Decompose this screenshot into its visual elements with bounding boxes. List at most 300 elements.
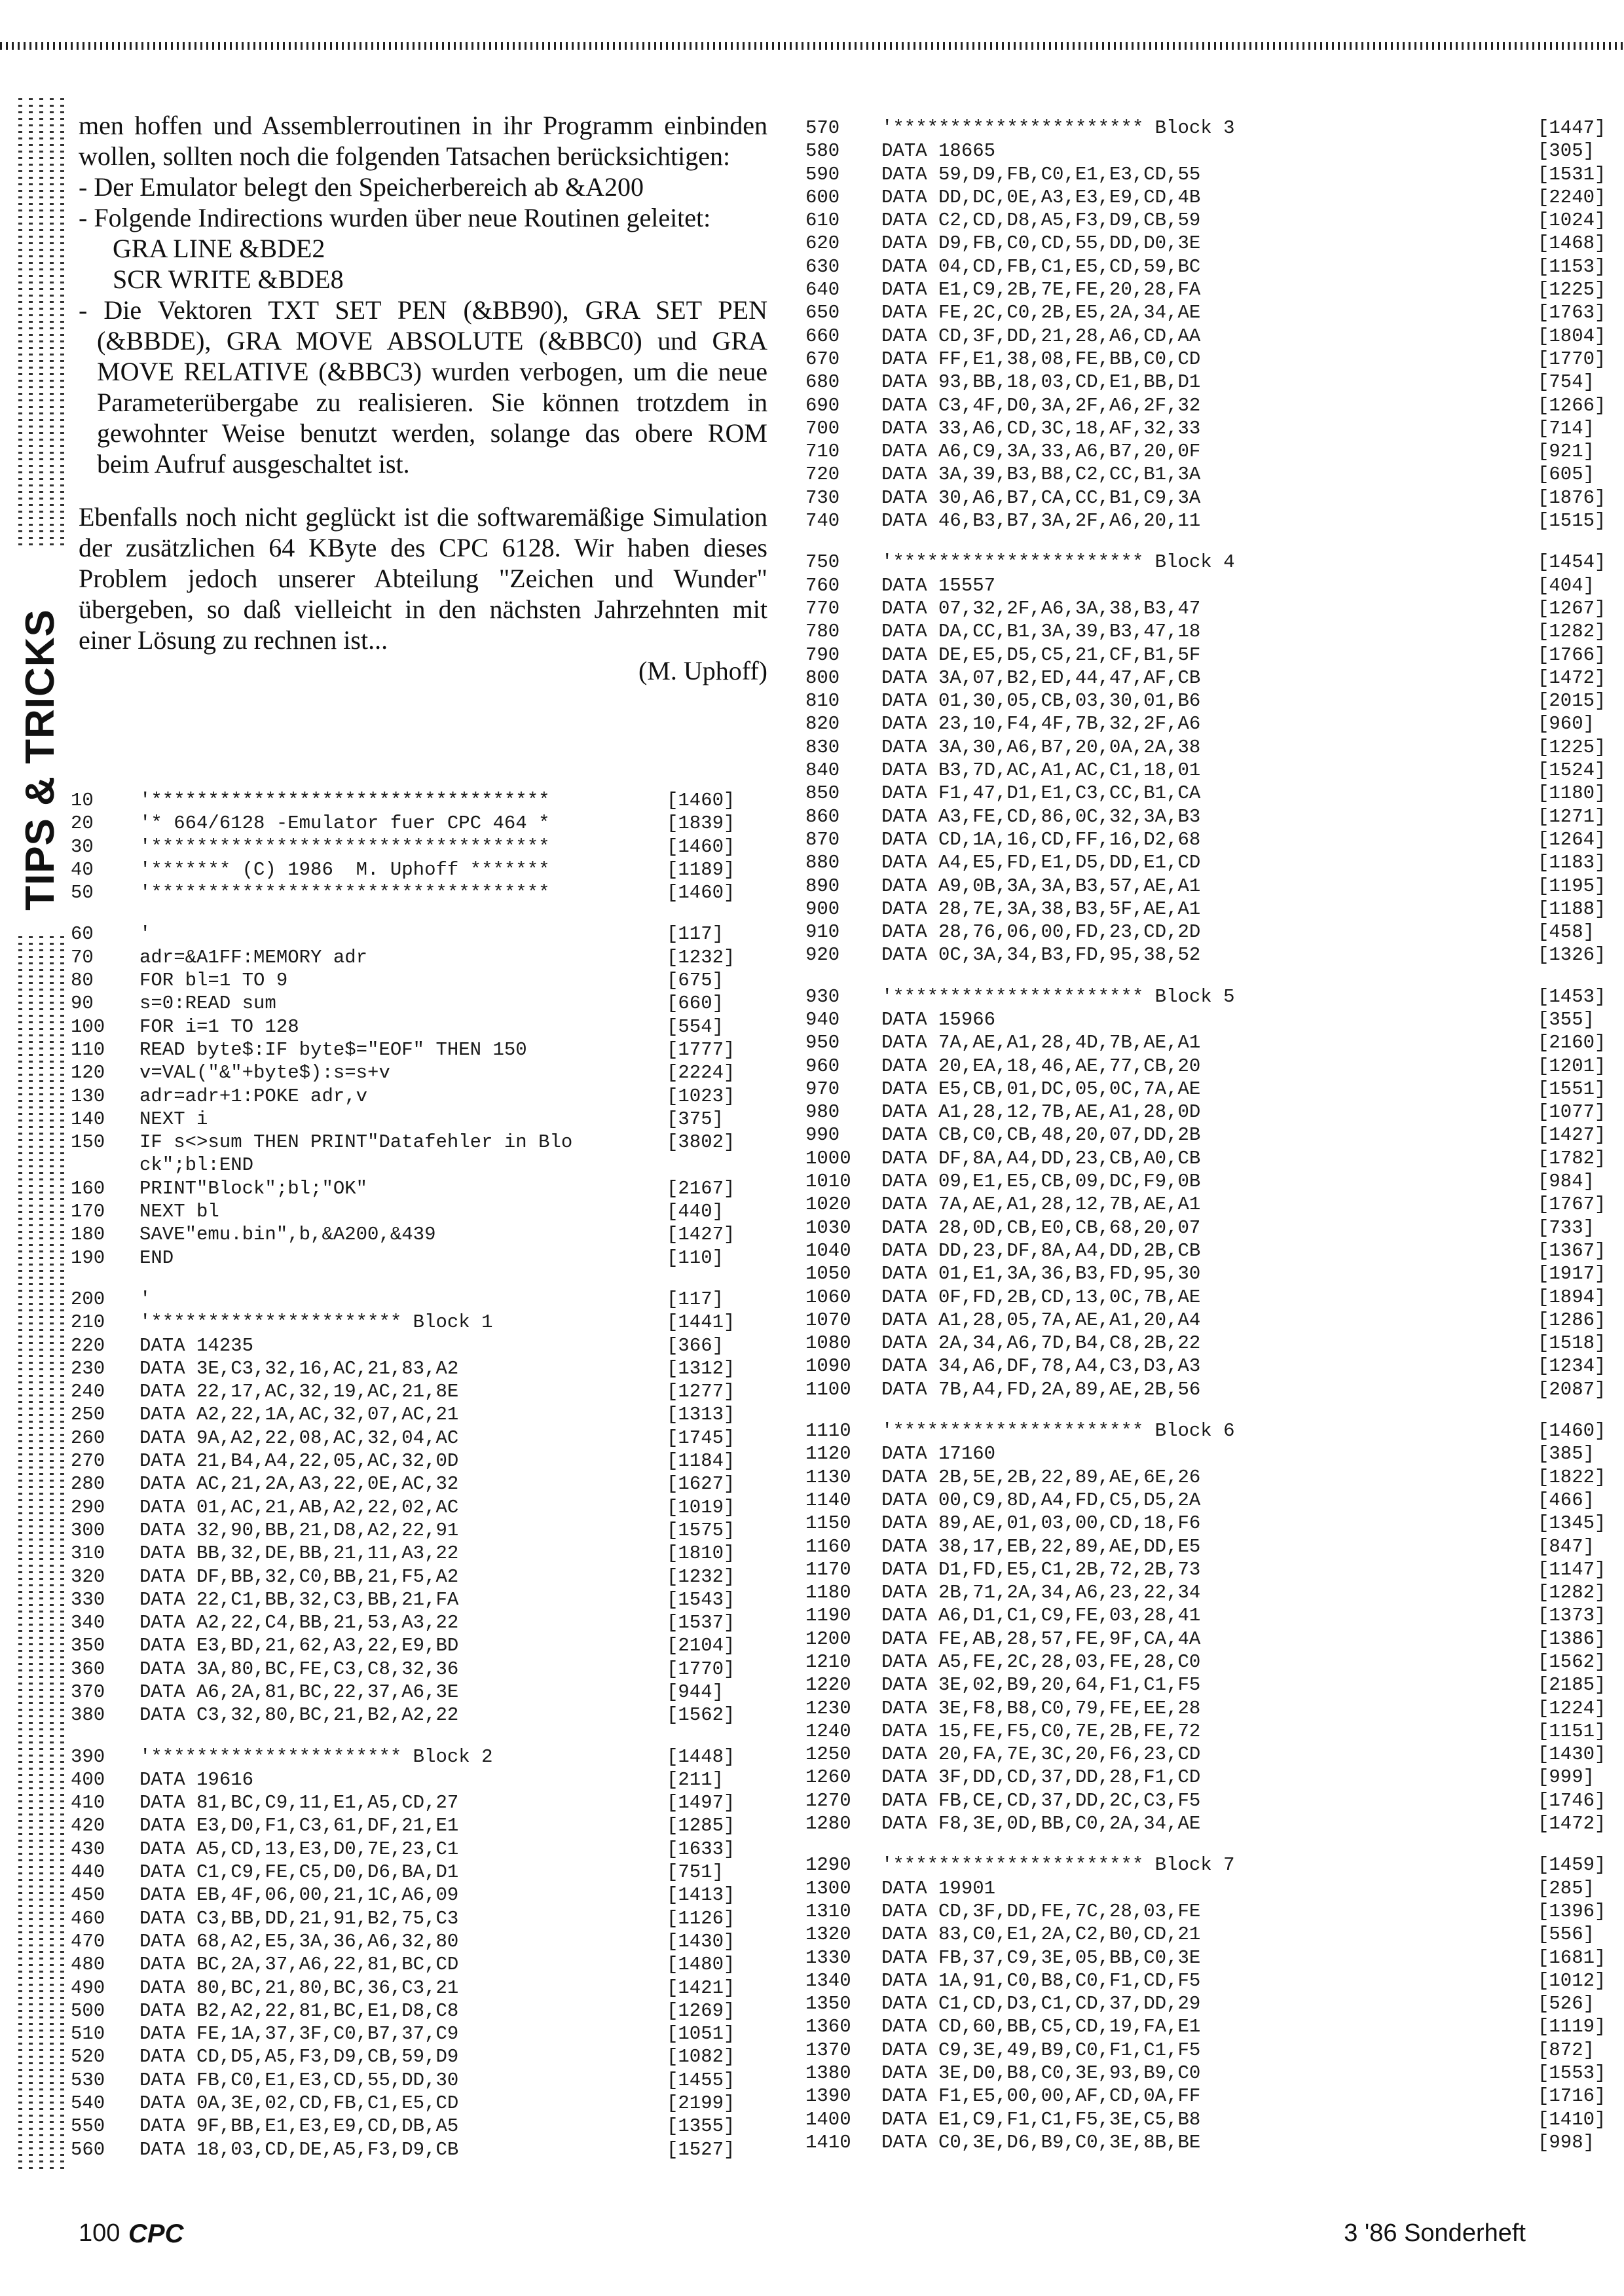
statement: DATA 07,32,2F,A6,3A,38,B3,47 <box>881 597 1201 619</box>
statement: DATA AC,21,2A,A3,22,0E,AC,32 <box>139 1473 459 1495</box>
listing-line <box>805 644 1611 666</box>
statement: '********************** Block 3 <box>881 117 1235 139</box>
listing-line <box>805 1170 1611 1193</box>
listing-line <box>805 1853 1611 1876</box>
line-number: 330 <box>71 1588 105 1611</box>
statement: DATA 22,C1,BB,32,C3,BB,21,FA <box>139 1588 459 1611</box>
statement: DATA DD,23,DF,8A,A4,DD,2B,CB <box>881 1239 1201 1262</box>
checksum: [2015] <box>1538 690 1606 712</box>
listing-line <box>805 2015 1611 2038</box>
checksum: [754] <box>1538 371 1595 393</box>
author-signature: (M. Uphoff) <box>638 656 767 685</box>
checksum: [385] <box>1538 1443 1595 1465</box>
checksum: [2224] <box>667 1062 735 1084</box>
statement: FOR bl=1 TO 9 <box>139 970 288 992</box>
listing-line <box>71 1061 753 1084</box>
checksum: [285] <box>1538 1877 1595 1899</box>
listing-line <box>805 1673 1611 1696</box>
statement: '*********************************** <box>139 790 550 811</box>
statement: '********************** Block 7 <box>881 1854 1235 1876</box>
checksum: [1460] <box>667 790 735 811</box>
listing-line <box>805 1489 1611 1512</box>
statement: DATA EB,4F,06,00,21,1C,A6,09 <box>139 1884 459 1906</box>
listing-line <box>805 1286 1611 1309</box>
statement: DATA 9F,BB,E1,E3,E9,CD,DB,A5 <box>139 2115 459 2138</box>
statement: '********************** Block 5 <box>881 985 1235 1008</box>
listing-line <box>71 2022 753 2045</box>
checksum: [1266] <box>1538 394 1606 416</box>
statement: DATA DA,CC,B1,3A,39,B3,47,18 <box>881 621 1201 643</box>
statement: DATA DF,BB,32,C0,BB,21,F5,A2 <box>139 1565 459 1588</box>
listing-line <box>71 1519 753 1542</box>
listing-line <box>71 1038 753 1061</box>
statement: END <box>139 1247 174 1269</box>
checksum: [1386] <box>1538 1628 1606 1650</box>
checksum: [1468] <box>1538 232 1606 255</box>
listing-line <box>71 946 753 969</box>
statement: DATA 18665 <box>881 140 996 162</box>
statement: DATA 09,E1,E5,CB,09,DC,F9,0B <box>881 1171 1201 1193</box>
listing-line <box>805 1309 1611 1332</box>
line-number: 1220 <box>805 1674 851 1696</box>
checksum: [1413] <box>667 1884 735 1906</box>
listing-gap <box>71 1727 753 1745</box>
checksum: [1269] <box>667 1999 735 2022</box>
line-number: 1060 <box>805 1286 851 1308</box>
statement: PRINT"Block";bl;"OK" <box>139 1177 368 1199</box>
listing-line <box>71 881 753 904</box>
listing-line <box>805 1877 1611 1900</box>
listing-line <box>805 875 1611 898</box>
listing-line <box>71 1380 753 1403</box>
statement: DATA 80,BC,21,80,BC,36,C3,21 <box>139 1977 459 1999</box>
listing-line <box>805 1743 1611 1766</box>
listing-line <box>805 828 1611 851</box>
listing-gap <box>805 1401 1611 1419</box>
listing-line <box>805 805 1611 828</box>
listing-line <box>71 1015 753 1038</box>
checksum: [1430] <box>667 1930 735 1952</box>
statement: DATA CD,D5,A5,F3,D9,CB,59,D9 <box>139 2046 459 2068</box>
checksum: [1225] <box>1538 279 1606 301</box>
checksum: [1180] <box>1538 782 1606 805</box>
line-number: 250 <box>71 1404 105 1426</box>
checksum: [1019] <box>667 1496 735 1518</box>
article-text <box>79 110 767 686</box>
listing-gap <box>805 1835 1611 1853</box>
statement: DATA FB,CE,CD,37,DD,2C,C3,F5 <box>881 1789 1201 1812</box>
checksum: [1286] <box>1538 1309 1606 1331</box>
listing-line <box>71 1288 753 1311</box>
line-number: 1240 <box>805 1720 851 1742</box>
checksum: [605] <box>1538 464 1595 486</box>
listing-line <box>805 2062 1611 2085</box>
statement: DATA 01,30,05,CB,03,30,01,B6 <box>881 690 1201 712</box>
line-number: 1100 <box>805 1378 851 1400</box>
statement: DATA 0C,3A,34,B3,FD,95,38,52 <box>881 944 1201 966</box>
listing-line <box>805 1216 1611 1239</box>
line-number: 840 <box>805 759 840 782</box>
statement: DATA 3A,39,B3,B8,C2,CC,B1,3A <box>881 464 1201 486</box>
listing-line <box>805 1262 1611 1285</box>
listing-line <box>71 1177 753 1200</box>
line-number: 680 <box>805 371 840 393</box>
statement: '********************** Block 6 <box>881 1420 1235 1442</box>
listing-line <box>71 2092 753 2115</box>
statement: DATA 3E,D0,B8,C0,3E,93,B9,C0 <box>881 2062 1201 2085</box>
line-number: 820 <box>805 713 840 735</box>
listing-line <box>805 1008 1611 1031</box>
statement: DATA 23,10,F4,4F,7B,32,2F,A6 <box>881 713 1201 735</box>
listing-line <box>71 1427 753 1449</box>
statement: DATA 7B,A4,FD,2A,89,AE,2B,56 <box>881 1378 1201 1400</box>
listing-line <box>805 689 1611 712</box>
statement: DATA 1A,91,C0,B8,C0,F1,CD,F5 <box>881 1969 1201 1992</box>
statement: DATA 2B,5E,2B,22,89,AE,6E,26 <box>881 1466 1201 1488</box>
checksum: [1745] <box>667 1427 735 1449</box>
listing-line <box>805 551 1611 574</box>
statement: DATA 01,AC,21,AB,A2,22,02,AC <box>139 1496 459 1518</box>
listing-line <box>71 1838 753 1861</box>
statement: IF s<>sum THEN PRINT"Datafehler in Blo <box>139 1131 573 1154</box>
listing-line <box>805 920 1611 943</box>
statement: DATA 46,B3,B7,3A,2F,A6,20,11 <box>881 510 1201 532</box>
listing-line <box>71 992 753 1015</box>
listing-line <box>805 1239 1611 1262</box>
checksum: [1012] <box>1538 1969 1606 1992</box>
listing-line <box>805 1720 1611 1743</box>
line-number: 440 <box>71 1861 105 1884</box>
line-number: 280 <box>71 1473 105 1495</box>
line-number: 910 <box>805 921 840 943</box>
line-number: 1330 <box>805 1946 851 1969</box>
checksum: [1189] <box>667 858 735 881</box>
statement: DATA 34,A6,DF,78,A4,C3,D3,A3 <box>881 1355 1201 1377</box>
line-number: 1070 <box>805 1309 851 1331</box>
checksum: [1277] <box>667 1381 735 1403</box>
checksum: [1188] <box>1538 898 1606 920</box>
checksum: [1454] <box>1538 551 1606 574</box>
line-number: 1000 <box>805 1147 851 1169</box>
line-number: 1340 <box>805 1969 851 1992</box>
checksum: [1782] <box>1538 1147 1606 1169</box>
statement: DATA 81,BC,C9,11,E1,A5,CD,27 <box>139 1792 459 1814</box>
statement: DATA A1,28,12,7B,AE,A1,28,0D <box>881 1101 1201 1123</box>
line-number: 780 <box>805 621 840 643</box>
line-number: 740 <box>805 510 840 532</box>
statement: DATA FE,AB,28,57,FE,9F,CA,4A <box>881 1628 1201 1650</box>
statement: DATA 28,76,06,00,FD,23,CD,2D <box>881 921 1201 943</box>
line-number: 770 <box>805 597 840 619</box>
listing-line <box>71 1745 753 1768</box>
listing-line <box>805 1466 1611 1489</box>
checksum: [1421] <box>667 1977 735 1999</box>
checksum: [999] <box>1538 1766 1595 1789</box>
checksum: [110] <box>667 1247 724 1269</box>
checksum: [1472] <box>1538 1813 1606 1835</box>
listing-line <box>71 1930 753 1953</box>
statement: DATA F1,E5,00,00,AF,CD,0A,FF <box>881 2085 1201 2107</box>
checksum: [1562] <box>1538 1651 1606 1673</box>
checksum <box>667 1154 753 1176</box>
listing-line <box>805 1697 1611 1720</box>
statement: DATA E1,C9,2B,7E,FE,20,28,FA <box>881 279 1201 301</box>
checksum: [1633] <box>667 1838 735 1860</box>
checksum: [1195] <box>1538 875 1606 897</box>
checksum: [1232] <box>667 1565 735 1588</box>
line-number <box>71 1154 139 1176</box>
statement: DATA 0A,3E,02,CD,FB,C1,E5,CD <box>139 2092 459 2115</box>
listing-gap <box>71 1269 753 1288</box>
checksum: [2185] <box>1538 1674 1606 1696</box>
line-number: 170 <box>71 1201 105 1223</box>
line-number: 320 <box>71 1565 105 1588</box>
line-number: 110 <box>71 1038 105 1061</box>
line-number: 340 <box>71 1612 105 1634</box>
checksum: [1285] <box>667 1815 735 1837</box>
checksum: [751] <box>667 1861 724 1884</box>
checksum: [1077] <box>1538 1101 1606 1123</box>
checksum: [1777] <box>667 1038 735 1061</box>
checksum: [1763] <box>1538 302 1606 324</box>
line-number: 1040 <box>805 1239 851 1262</box>
statement: DATA CD,3F,DD,FE,7C,28,03,FE <box>881 1900 1201 1922</box>
statement: NEXT i <box>139 1108 208 1130</box>
statement: DATA 89,AE,01,03,00,CD,18,F6 <box>881 1512 1201 1535</box>
listing-line <box>71 1953 753 1976</box>
checksum: [554] <box>667 1015 724 1038</box>
line-number: 60 <box>71 923 94 945</box>
listing-line <box>71 1681 753 1704</box>
line-number: 1350 <box>805 1993 851 2015</box>
statement: DATA 3A,30,A6,B7,20,0A,2A,38 <box>881 736 1201 758</box>
line-number: 370 <box>71 1681 105 1703</box>
statement: DATA 2A,34,A6,7D,B4,C8,2B,22 <box>881 1332 1201 1355</box>
statement: DATA A2,22,1A,AC,32,07,AC,21 <box>139 1404 459 1426</box>
line-number: 1370 <box>805 2039 851 2061</box>
statement: DATA 3E,02,B9,20,64,F1,C1,F5 <box>881 1674 1201 1696</box>
checksum: [944] <box>667 1681 724 1703</box>
line-number: 10 <box>71 790 94 811</box>
line-number: 560 <box>71 2138 105 2160</box>
checksum: [1441] <box>667 1311 735 1334</box>
line-number: 150 <box>71 1131 105 1154</box>
listing-line <box>71 1542 753 1565</box>
listing-line <box>71 1791 753 1814</box>
statement: SAVE"emu.bin",b,&A200,&439 <box>139 1224 436 1246</box>
line-number: 50 <box>71 882 94 904</box>
listing-line <box>71 1884 753 1906</box>
checksum: [1447] <box>1538 117 1606 139</box>
statement: DATA A1,28,05,7A,AE,A1,20,A4 <box>881 1309 1201 1331</box>
listing-line <box>805 1055 1611 1078</box>
sidebar-stripes-top <box>18 98 64 550</box>
listing-line <box>805 1332 1611 1355</box>
note-memory: - Der Emulator belegt den Speicherbereich ab &A200 <box>79 172 644 202</box>
listing-line <box>71 1449 753 1472</box>
listing-line <box>805 232 1611 255</box>
listing-line <box>805 1789 1611 1812</box>
line-number: 400 <box>71 1768 105 1791</box>
line-number: 1390 <box>805 2085 851 2107</box>
statement: DATA C9,3E,49,B9,C0,F1,C1,F5 <box>881 2039 1201 2061</box>
line-number: 1250 <box>805 1743 851 1766</box>
checksum: [1575] <box>667 1519 735 1541</box>
statement: DATA 93,BB,18,03,CD,E1,BB,D1 <box>881 371 1201 393</box>
statement: v=VAL("&"+byte$):s=s+v <box>139 1062 390 1084</box>
listing-line <box>805 851 1611 874</box>
line-number: 510 <box>71 2023 105 2045</box>
checksum: [1232] <box>667 946 735 968</box>
checksum: [733] <box>1538 1216 1595 1239</box>
checksum: [1126] <box>667 1907 735 1929</box>
checksum: [1355] <box>667 2115 735 2138</box>
statement: DATA C3,BB,DD,21,91,B2,75,C3 <box>139 1907 459 1929</box>
line-number: 220 <box>71 1334 105 1357</box>
listing-line <box>805 2039 1611 2062</box>
checksum: [1537] <box>667 1612 735 1634</box>
checksum: [1264] <box>1538 828 1606 850</box>
statement: DATA FE,2C,C0,2B,E5,2A,34,AE <box>881 302 1201 324</box>
listing-line <box>71 2138 753 2161</box>
statement: DATA BC,2A,37,A6,22,81,BC,CD <box>139 1954 459 1976</box>
statement: DATA C2,CD,D8,A5,F3,D9,CB,59 <box>881 210 1201 232</box>
listing-line <box>805 1969 1611 1992</box>
checksum: [1518] <box>1538 1332 1606 1355</box>
listing-line <box>71 789 753 812</box>
line-number: 980 <box>805 1101 840 1123</box>
checksum: [1427] <box>1538 1124 1606 1146</box>
statement: ' <box>139 923 151 945</box>
statement: NEXT bl <box>139 1201 219 1223</box>
line-number: 1190 <box>805 1605 851 1627</box>
line-number: 390 <box>71 1745 105 1768</box>
line-number: 310 <box>71 1542 105 1565</box>
line-number: 20 <box>71 812 94 835</box>
checksum: [2199] <box>667 2092 735 2115</box>
listing-line <box>805 509 1611 532</box>
checksum: [714] <box>1538 417 1595 439</box>
listing-line <box>71 1357 753 1380</box>
line-number: 860 <box>805 805 840 828</box>
statement: DATA C1,C9,FE,C5,D0,D6,BA,D1 <box>139 1861 459 1884</box>
line-number: 1110 <box>805 1420 851 1442</box>
statement: DATA D1,FD,E5,C1,2B,72,2B,73 <box>881 1558 1201 1580</box>
listing-line <box>71 2069 753 2092</box>
line-number: 180 <box>71 1224 105 1246</box>
listing-line <box>71 1907 753 1930</box>
listing-line <box>805 186 1611 209</box>
listing-line <box>805 209 1611 232</box>
line-number: 690 <box>805 394 840 416</box>
listing-line <box>71 1108 753 1131</box>
checksum: [660] <box>667 993 724 1015</box>
listing-gap <box>805 532 1611 551</box>
listing-line <box>71 1311 753 1334</box>
line-number: 1010 <box>805 1171 851 1193</box>
listing-line <box>805 1581 1611 1604</box>
statement: DATA 22,17,AC,32,19,AC,21,8E <box>139 1381 459 1403</box>
checksum: [1153] <box>1538 255 1606 278</box>
checksum: [1716] <box>1538 2085 1606 2107</box>
statement: DATA 17160 <box>881 1443 996 1465</box>
statement: DATA CD,3F,DD,21,28,A6,CD,AA <box>881 325 1201 347</box>
checksum: [1804] <box>1538 325 1606 347</box>
line-number: 1400 <box>805 2108 851 2130</box>
listing-line <box>805 1078 1611 1101</box>
listing-line <box>805 1900 1611 1923</box>
listing-line <box>71 1200 753 1223</box>
listing-line <box>71 1334 753 1357</box>
listing-line <box>71 1704 753 1726</box>
statement: DATA 3E,F8,B8,C0,79,FE,EE,28 <box>881 1697 1201 1719</box>
checksum: [1201] <box>1538 1055 1606 1077</box>
note-vectors: - Die Vektoren TXT SET PEN (&BB90), GRA SET PEN (&BBDE), GRA MOVE ABSOLUTE (&BBC0) und GRA MOVE RELATIVE (&BBC3) wurden verbogen, um die neue Parameterübergabe zu realisieren. Sie können trotzdem in gewohnter Weise benutzt werden, solange das obere ROM beim Aufruf ausgeschaltet ist. <box>79 295 767 479</box>
notes-list <box>79 172 767 479</box>
listing-line <box>805 1628 1611 1650</box>
statement: DATA A9,0B,3A,3A,B3,57,AE,A1 <box>881 875 1201 897</box>
note-scr-write: SCR WRITE &BDE8 <box>113 264 344 294</box>
statement: DATA 0F,FD,2B,CD,13,0C,7B,AE <box>881 1286 1201 1308</box>
listing-line <box>71 2045 753 2068</box>
statement: DATA B3,7D,AC,A1,AC,C1,18,01 <box>881 759 1201 782</box>
statement: '******* (C) 1986 M. Uphoff ******* <box>139 858 550 881</box>
listing-line <box>805 1766 1611 1789</box>
line-number: 730 <box>805 486 840 509</box>
checksum: [1531] <box>1538 163 1606 185</box>
intro-paragraph: men hoffen und Assemblerroutinen in ihr Programm einbinden wollen, sollten noch die folgenden Tatsachen berücksichtigen: <box>79 111 767 171</box>
listing-line <box>71 2115 753 2138</box>
line-number: 350 <box>71 1635 105 1657</box>
line-number: 500 <box>71 1999 105 2022</box>
statement: DATA C0,3E,D6,B9,C0,3E,8B,BE <box>881 2131 1201 2153</box>
checksum: [1497] <box>667 1792 735 1814</box>
statement: READ byte$:IF byte$="EOF" THEN 150 <box>139 1038 527 1061</box>
statement: DATA D9,FB,C0,CD,55,DD,D0,3E <box>881 232 1201 255</box>
listing-line <box>805 736 1611 759</box>
checksum: [1551] <box>1538 1078 1606 1100</box>
listing-line <box>805 1604 1611 1627</box>
checksum: [1313] <box>667 1404 735 1426</box>
checksum: [960] <box>1538 713 1595 735</box>
statement: DATA 01,E1,3A,36,B3,FD,95,30 <box>881 1263 1201 1285</box>
listing-line <box>805 1378 1611 1401</box>
checksum: [1282] <box>1538 621 1606 643</box>
listing-line <box>805 574 1611 597</box>
note-gra-line: GRA LINE &BDE2 <box>113 234 325 263</box>
listing-line <box>805 943 1611 966</box>
page-number: 100 <box>79 2219 120 2247</box>
checksum: [1460] <box>667 835 735 858</box>
line-number: 1270 <box>805 1789 851 1812</box>
checksum: [1147] <box>1538 1558 1606 1580</box>
statement: DATA 7A,AE,A1,28,4D,7B,AE,A1 <box>881 1032 1201 1054</box>
statement: DATA 3A,07,B2,ED,44,47,AF,CB <box>881 666 1201 689</box>
listing-line <box>805 1147 1611 1170</box>
checksum: [1524] <box>1538 759 1606 782</box>
checksum: [847] <box>1538 1535 1595 1558</box>
line-number: 530 <box>71 2069 105 2091</box>
checksum: [1396] <box>1538 1900 1606 1922</box>
statement: DATA 21,B4,A4,22,05,AC,32,0D <box>139 1450 459 1472</box>
checksum: [1448] <box>667 1745 735 1768</box>
listing-line <box>805 394 1611 417</box>
line-number: 1300 <box>805 1877 851 1899</box>
checksum: [1472] <box>1538 666 1606 689</box>
checksum: [2240] <box>1538 186 1606 208</box>
listing-line <box>71 969 753 992</box>
listing-line <box>805 759 1611 782</box>
